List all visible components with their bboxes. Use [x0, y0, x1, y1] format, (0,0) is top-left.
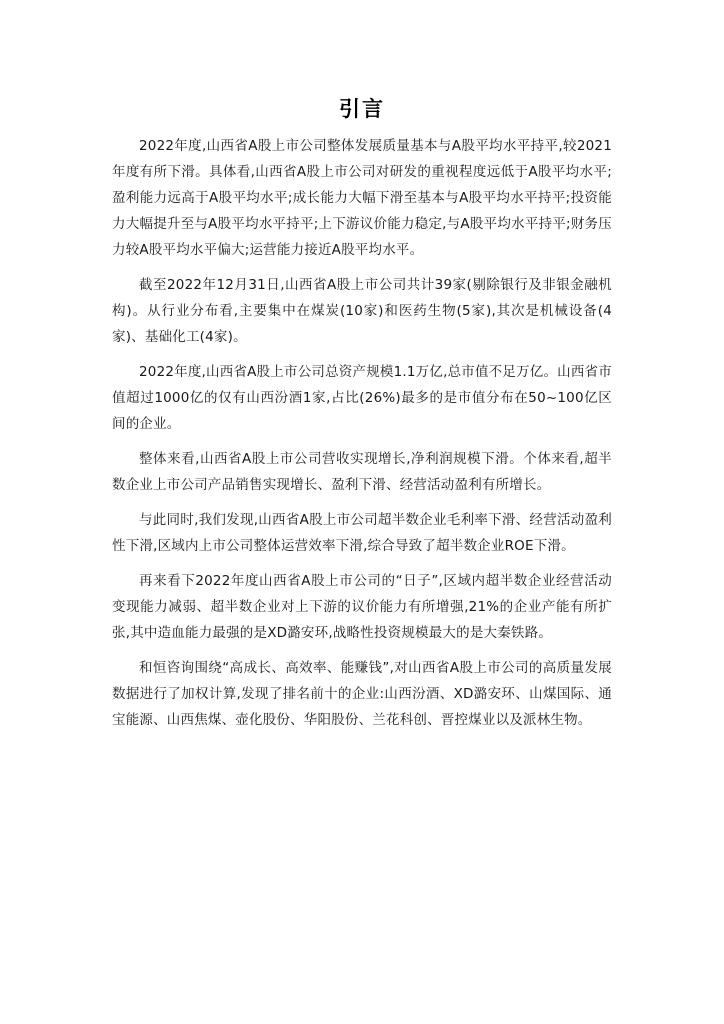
paragraph-asset-scale: 2022年度,山西省A股上市公司总资产规模1.1万亿,总市值不足万亿。山西省市值超过1000亿的仅有山西汾酒1家,占比(26%)最多的是市值分布在50~100亿区间的企业。	[112, 364, 612, 432]
paragraph-operations: 再来看下2022年度山西省A股上市公司的“日子”,区域内超半数企业经营活动变现能力减弱、超半数企业对上下游的议价能力有所增强,21%的企业产能有所扩张,其中造血能力最强的是XD潞安环,战略性投资规模最大的是大秦铁路。	[112, 573, 612, 641]
paragraph-revenue-profit: 整体来看,山西省A股上市公司营收实现增长,净利润规模下滑。个体来看,超半数企业上市公司产品销售实现增长、盈利下滑、经营活动盈利有所增长。	[112, 451, 612, 493]
paragraph-overview: 2022年度,山西省A股上市公司整体发展质量基本与A股平均水平持平,较2021年度有所下滑。具体看,山西省A股上市公司对研发的重视程度远低于A股平均水平;盈利能力远高于A股平均水平;成长能力大幅下滑至基本与A股平均水平持平;投资能力大幅提升至与A股平均水平持平;上下游议价能力稳定,与A股平均水平持平;财务压力较A股平均水平偏大;运营能力接近A股平均水平。	[112, 138, 612, 258]
paragraph-margin-roe: 与此同时,我们发现,山西省A股上市公司超半数企业毛利率下滑、经营活动盈利性下滑,区域内上市公司整体运营效率下滑,综合导致了超半数企业ROE下滑。	[112, 512, 612, 554]
document-body	[112, 133, 612, 742]
page-title: 引言	[339, 97, 385, 121]
paragraph-top-ten: 和恒咨询围绕“高成长、高效率、能赚钱”,对山西省A股上市公司的高质量发展数据进行了加权计算,发现了排名前十的企业:山西汾酒、XD潞安环、山煤国际、通宝能源、山西焦煤、壶化股份、华阳股份、兰花科创、晋控煤业以及派林生物。	[112, 660, 612, 728]
paragraph-company-count: 截至2022年12月31日,山西省A股上市公司共计39家(剔除银行及非银金融机构)。从行业分布看,主要集中在煤炭(10家)和医药生物(5家),其次是机械设备(4家)、基础化工(4家)。	[112, 277, 612, 345]
